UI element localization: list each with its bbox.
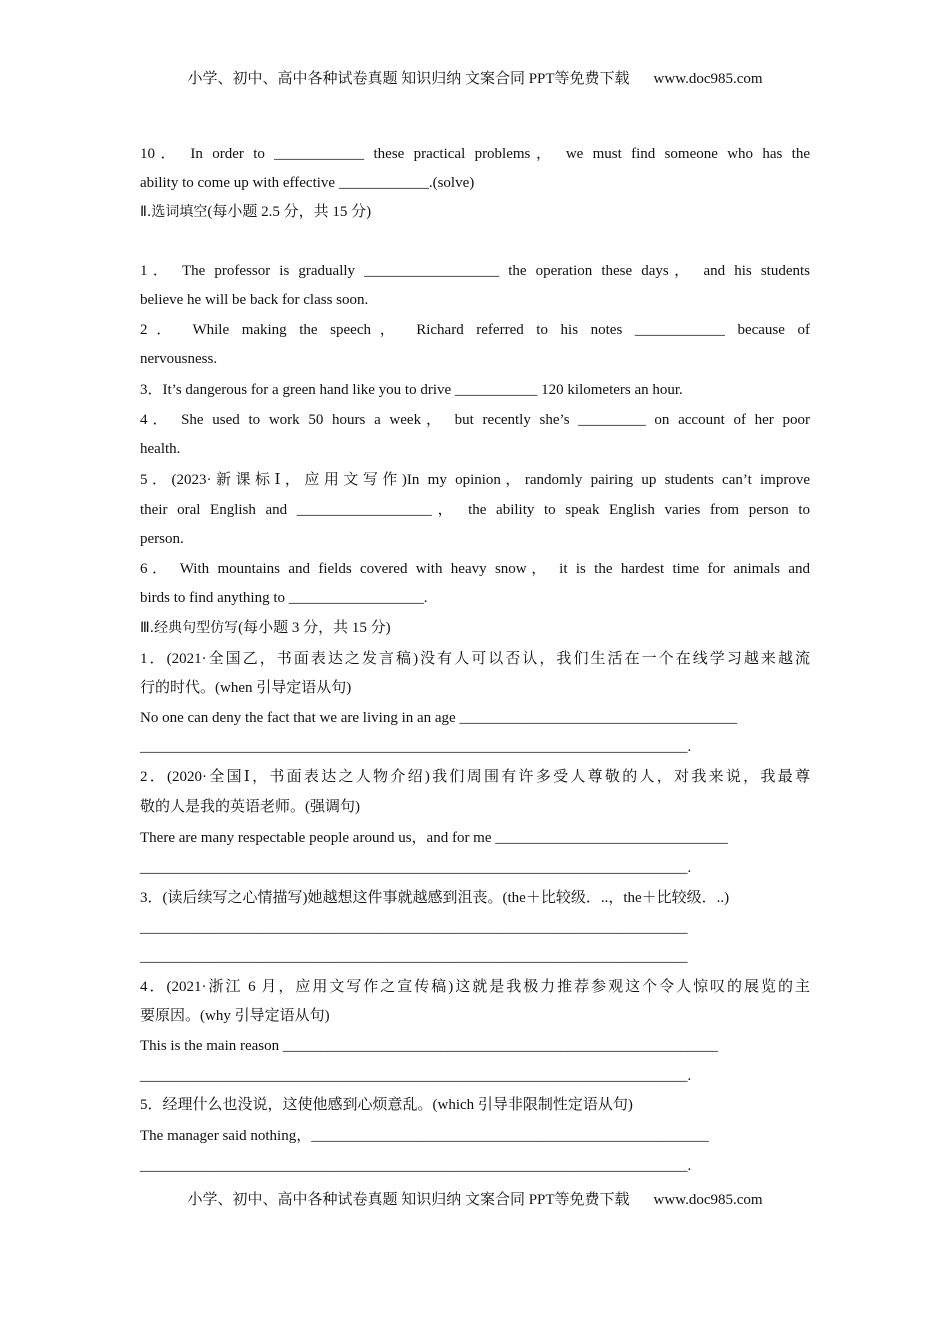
s2-q5-line1: 5．(2023·新课标Ⅰ，应用文写作)In my opinion，randomly pairing up students can’t improve bbox=[140, 472, 810, 488]
s2-q4-line2: health. bbox=[140, 441, 181, 457]
s3-q1-answer2: _________________________________________________________________________. bbox=[140, 739, 692, 755]
s2-q5-line2: their oral English and __________________， the ability to speak English varies from person to bbox=[140, 502, 810, 518]
section-title: Ⅱ.选词填空 bbox=[140, 204, 208, 220]
s3-q3-answer2: _________________________________________________________________________ bbox=[140, 949, 688, 965]
s2-q2-line2: nervousness. bbox=[140, 351, 218, 367]
s3-q1-line1: 1．(2021·全国乙，书面表达之发言稿)没有人可以否认，我们生活在一个在线学习越来越流 bbox=[140, 651, 810, 667]
header-site: www.doc985.com bbox=[653, 71, 763, 87]
s3-q3-answer1: _________________________________________________________________________ bbox=[140, 920, 688, 936]
footer-site: www.doc985.com bbox=[653, 1192, 763, 1208]
s3-q4-answer2: _________________________________________________________________________. bbox=[140, 1068, 692, 1084]
s2-q1-line1: 1． The professor is gradually __________________ the operation these days， and his students bbox=[140, 263, 810, 279]
page-header bbox=[0, 68, 950, 90]
question-10-line2: ability to come up with effective ____________.(solve) bbox=[140, 175, 475, 191]
header-text: 小学、初中、高中各种试卷真题 知识归纳 文案合同 PPT等免费下载 bbox=[187, 71, 630, 87]
s2-q1-line2: believe he will be back for class soon. bbox=[140, 292, 369, 308]
s2-q6-line1: 6． With mountains and fields covered with heavy snow， it is the hardest time for animals and bbox=[140, 561, 810, 577]
s2-q5-line3: person. bbox=[140, 531, 184, 547]
s2-q6-line2: birds to find anything to __________________. bbox=[140, 590, 428, 606]
s3-q4-line2: 要原因。(why 引导定语从句) bbox=[140, 1008, 330, 1024]
s3-q2-line1: 2．(2020·全国Ⅰ，书面表达之人物介绍)我们周围有许多受人尊敬的人，对我来说，我最尊 bbox=[140, 769, 810, 785]
footer-text: 小学、初中、高中各种试卷真题 知识归纳 文案合同 PPT等免费下载 bbox=[187, 1192, 630, 1208]
s3-q4-answer1: This is the main reason __________________________________________________________ bbox=[140, 1038, 718, 1054]
s3-q2-answer2: _________________________________________________________________________. bbox=[140, 860, 692, 876]
section-note: (每小题 2.5 分，共 15 分) bbox=[207, 204, 372, 220]
s3-q1-answer1: No one can deny the fact that we are living in an age _____________________________________ bbox=[140, 710, 737, 726]
section-note: (每小题 3 分，共 15 分) bbox=[238, 620, 391, 636]
s3-q5-line1: 5．经理什么也没说，这使他感到心烦意乱。(which 引导非限制性定语从句) bbox=[140, 1097, 633, 1113]
section-title: Ⅲ.经典句型仿写 bbox=[140, 620, 239, 636]
s2-q3-line1: 3．It’s dangerous for a green hand like you to drive ___________ 120 kilometers an hour. bbox=[140, 382, 683, 398]
s2-q2-line1: 2． While making the speech， Richard referred to his notes ____________ because of bbox=[140, 322, 810, 338]
section-2-heading bbox=[140, 201, 810, 223]
page-footer bbox=[0, 1189, 950, 1211]
s3-q5-answer1: The manager said nothing，_____________________________________________________ bbox=[140, 1128, 709, 1144]
s3-q2-answer1: There are many respectable people around us，and for me _______________________________ bbox=[140, 830, 728, 846]
question-10-line1: 10． In order to ____________ these practical problems， we must find someone who has the bbox=[140, 146, 810, 162]
s3-q4-line1: 4．(2021·浙江 6 月，应用文写作之宣传稿)这就是我极力推荐参观这个令人惊叹的展览的主 bbox=[140, 979, 810, 995]
s3-q5-answer2: _________________________________________________________________________. bbox=[140, 1158, 692, 1174]
s2-q4-line1: 4． She used to work 50 hours a week， but recently she’s _________ on account of her poor bbox=[140, 412, 810, 428]
s3-q3-line1: 3．(读后续写之心情描写)她越想这件事就越感到沮丧。(the＋比较级．..，the＋比较级．..) bbox=[140, 890, 730, 906]
section-3-heading bbox=[140, 617, 810, 639]
s3-q2-line2: 敬的人是我的英语老师。(强调句) bbox=[140, 799, 360, 815]
s3-q1-line2: 行的时代。(when 引导定语从句) bbox=[140, 680, 352, 696]
